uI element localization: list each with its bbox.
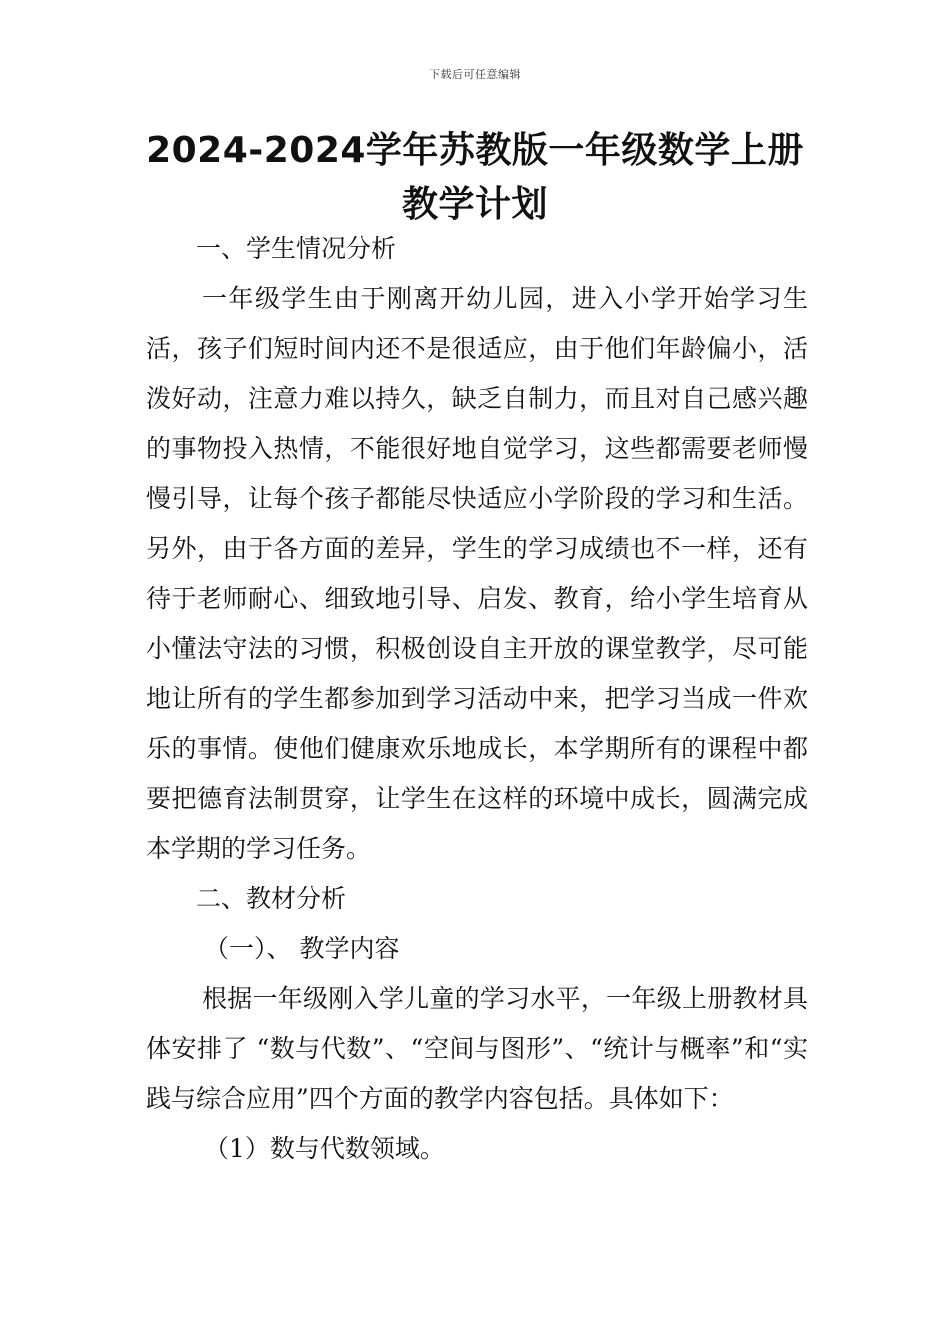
section-heading-student-analysis: 一、学生情况分析 xyxy=(196,234,397,263)
header-note: 下载后可任意编辑 xyxy=(429,68,521,81)
section-heading-textbook-analysis: 二、教材分析 xyxy=(196,884,347,913)
document-title: 2024-2024学年苏教版一年级数学上册教学计划 xyxy=(146,130,804,225)
document-body xyxy=(146,224,808,1174)
paragraph-teaching-content: 根据一年级刚入学儿童的学习水平，一年级上册教材具体安排了 “数与代数”、“空间与图形”、“统计与概率”和“实践与综合应用”四个方面的教学内容包括。具体如下： xyxy=(146,984,808,1113)
list-item-number-algebra: （1）数与代数领域。 xyxy=(204,1134,445,1163)
paragraph-student-analysis: 一年级学生由于刚离开幼儿园，进入小学开始学习生活，孩子们短时间内还不是很适应，由于他们年龄偏小，活泼好动，注意力难以持久，缺乏自制力，而且对自己感兴趣的事物投入热情，不能很好地自觉学习，这些都需要老师慢慢引导，让每个孩子都能尽快适应小学阶段的学习和生活。另外，由于各方面的差异，学生的学习成绩也不一样，还有待于老师耐心、细致地引导、启发、教育，给小学生培育从小懂法守法的习惯，积极创设自主开放的课堂教学，尽可能地让所有的学生都参加到学习活动中来，把学习当成一件欢乐的事情。使他们健康欢乐地成长，本学期所有的课程中都要把德育法制贯穿，让学生在这样的环境中成长，圆满完成本学期的学习任务。 xyxy=(146,284,808,863)
subsection-heading-teaching-content: （一）、 教学内容 xyxy=(204,934,400,963)
